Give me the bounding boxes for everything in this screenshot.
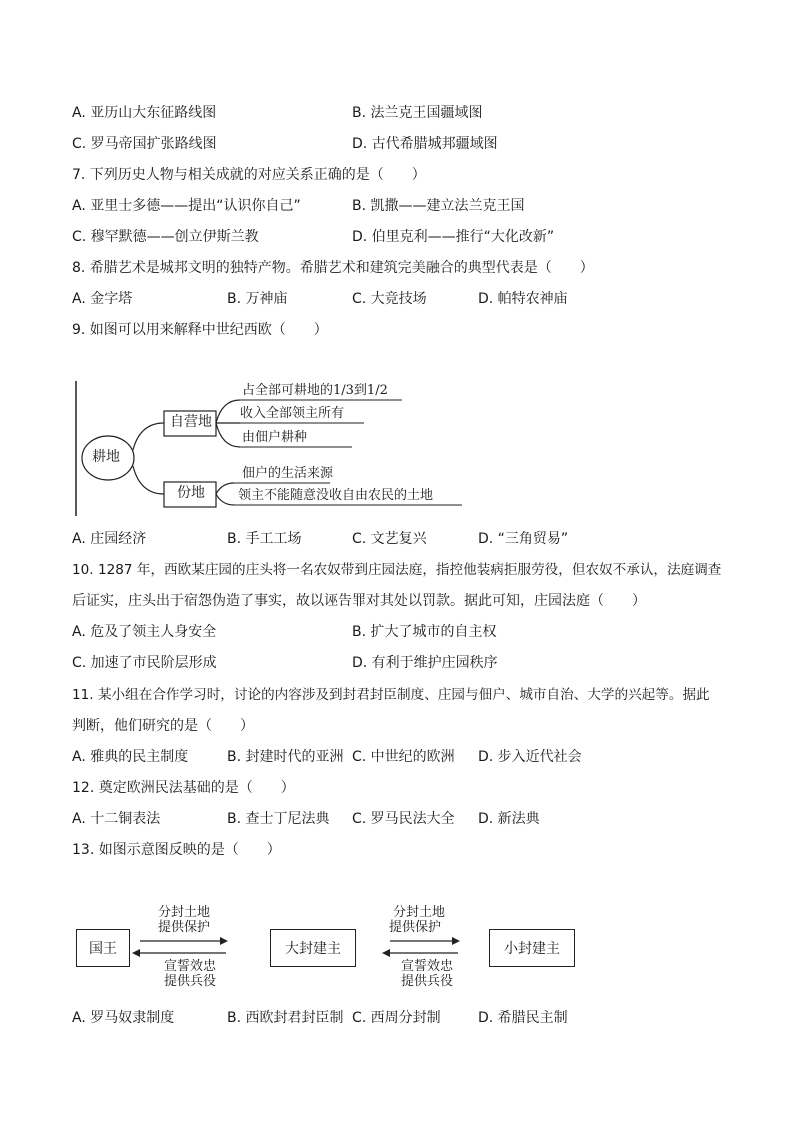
q9-branch1-item-2: 收入全部领主所有: [240, 406, 345, 421]
q13-option-a: A. 罗马奴隶制度: [72, 1010, 175, 1026]
q10-option-a: A. 危及了领主人身安全: [72, 624, 217, 640]
q7-option-d: D. 伯里克利——推行“大化改新”: [352, 229, 555, 245]
q11-option-a: A. 雅典的民主制度: [72, 749, 189, 765]
q13-option-b: B. 西欧封君封臣制: [227, 1010, 344, 1026]
q8-option-c: C. 大竞技场: [352, 291, 427, 307]
q6-option-a: A. 亚历山大东征路线图: [72, 105, 217, 121]
q13-right-down-label-2: 提供保护: [389, 920, 442, 935]
q12-option-c: C. 罗马民法大全: [352, 811, 455, 827]
q7-stem: 7. 下列历史人物与相关成就的对应关系正确的是（ ）: [72, 167, 426, 183]
q9-option-b: B. 手工工场: [227, 531, 302, 547]
q13-left-down-label-1: 分封土地: [158, 905, 211, 920]
q10-option-c: C. 加速了市民阶层形成: [72, 655, 217, 671]
q13-left-down-label-2: 提供保护: [158, 920, 211, 935]
q13-stem: 13. 如图示意图反映的是（ ）: [72, 842, 281, 858]
q12-option-d: D. 新法典: [478, 811, 540, 827]
q13-box-great-lord: 大封建主: [270, 929, 356, 967]
q13-option-c: C. 西周分封制: [352, 1010, 441, 1026]
q10-option-d: D. 有利于维护庄园秩序: [352, 655, 498, 671]
q13-left-up-label-1: 宣誓效忠: [164, 959, 217, 974]
q12-option-b: B. 查士丁尼法典: [227, 811, 330, 827]
q11-option-d: D. 步入近代社会: [478, 749, 582, 765]
q9-root-label: 耕地: [92, 449, 120, 465]
q9-option-d: D. “三角贸易”: [478, 531, 569, 547]
q9-option-a: A. 庄园经济: [72, 531, 147, 547]
q6-option-d: D. 古代希腊城邦疆域图: [352, 136, 498, 152]
q9-branch2-item-1: 佃户的生活来源: [242, 466, 334, 481]
q11-option-c: C. 中世纪的欧洲: [352, 749, 455, 765]
q10-stem-line2: 后证实，庄头出于宿怨伪造了事实，故以诬告罪对其处以罚款。据此可知，庄园法庭（ ）: [72, 593, 646, 609]
q9-stem: 9. 如图可以用来解释中世纪西欧（ ）: [72, 322, 328, 338]
q9-branch1-item-1: 占全部可耕地的1/3到1/2: [242, 383, 388, 398]
q13-left-up-label-2: 提供兵役: [164, 974, 217, 989]
q9-branch2-item-2: 领主不能随意没收自由农民的土地: [238, 488, 434, 503]
q11-option-b: B. 封建时代的亚洲: [227, 749, 344, 765]
q9-option-c: C. 文艺复兴: [352, 531, 427, 547]
q8-option-b: B. 万神庙: [227, 291, 288, 307]
q13-box-king: 国王: [76, 929, 130, 967]
q13-box-minor-lord: 小封建主: [489, 929, 575, 967]
q13-right-up-label-1: 宣誓效忠: [401, 959, 454, 974]
q8-stem: 8. 希腊艺术是城邦文明的独特产物。希腊艺术和建筑完美融合的典型代表是（ ）: [72, 260, 594, 276]
q11-stem-line1: 11. 某小组在合作学习时，讨论的内容涉及到封君封臣制度、庄园与佃户、城市自治、大学的兴起等。据此: [72, 687, 710, 703]
q8-option-a: A. 金字塔: [72, 291, 133, 307]
q6-option-c: C. 罗马帝国扩张路线图: [72, 136, 217, 152]
q10-stem-line1: 10. 1287 年，西欧某庄园的庄头将一名农奴带到庄园法庭，指控他装病拒服劳役，但农奴不承认，法庭调查: [72, 562, 722, 578]
q12-option-a: A. 十二铜表法: [72, 811, 161, 827]
q11-stem-line2: 判断，他们研究的是（ ）: [72, 718, 254, 734]
q13-option-d: D. 希腊民主制: [478, 1010, 568, 1026]
q12-stem: 12. 奠定欧洲民法基础的是（ ）: [72, 780, 295, 796]
q7-option-a: A. 亚里士多德——提出“认识你自己”: [72, 198, 301, 214]
q8-option-d: D. 帕特农神庙: [478, 291, 568, 307]
q7-option-b: B. 凯撒——建立法兰克王国: [352, 198, 525, 214]
q9-branch1-item-3: 由佃户耕种: [242, 430, 308, 445]
q6-option-b: B. 法兰克王国疆域图: [352, 105, 483, 121]
q10-option-b: B. 扩大了城市的自主权: [352, 624, 497, 640]
q9-branch1-label: 自营地: [170, 414, 212, 430]
q13-right-up-label-2: 提供兵役: [401, 974, 454, 989]
q13-right-down-label-1: 分封土地: [393, 905, 446, 920]
q9-branch2-label: 份地: [177, 485, 205, 501]
q7-option-c: C. 穆罕默德——创立伊斯兰教: [72, 229, 259, 245]
